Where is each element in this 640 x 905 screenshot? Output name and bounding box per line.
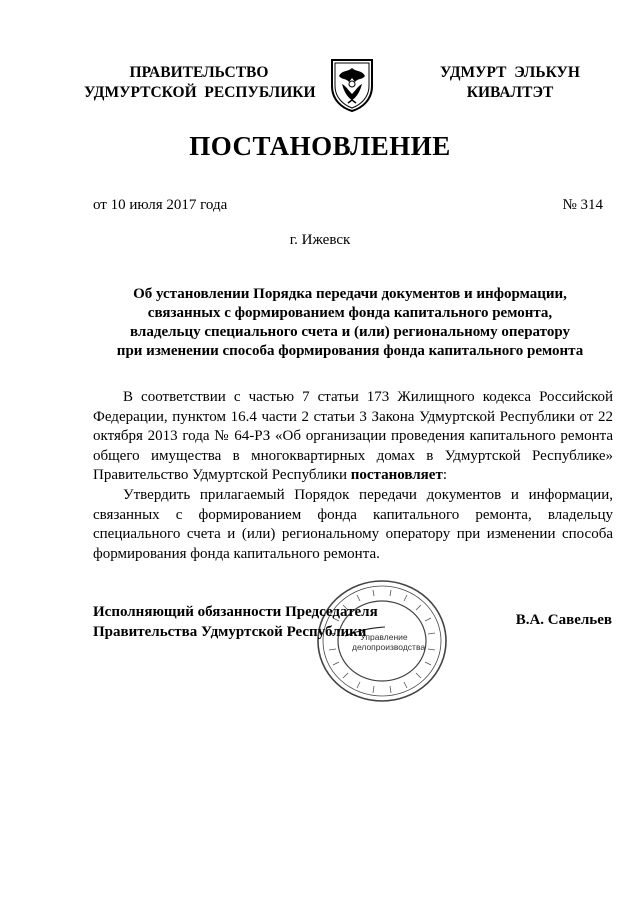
subject-line4: при изменении способа формирования фонда капитального ремонта: [116, 343, 584, 359]
stamp-inner-line1: Управление: [360, 632, 408, 642]
signatory-position-line1: Исполняющий обязанности Председателя: [93, 604, 378, 620]
body-paragraph-2: Утвердить прилагаемый Порядок передачи документов и информации, связанных с формированием фонда капитального ремонта, владельцу специального счета и (или) региональному оператору при изменении способа формирования фонда капитального ремонта.: [93, 486, 613, 562]
subject-line2: связанных с формированием фонда капитального ремонта,: [147, 305, 553, 321]
document-city: г. Ижевск: [289, 232, 351, 248]
document-date: от 10 июля 2017 года: [93, 197, 228, 213]
coat-of-arms-icon: [328, 56, 376, 112]
subject-line3: владельцу специального счета и (или) региональному оператору: [130, 324, 570, 340]
document-subject: [100, 285, 600, 361]
document-type-title: ПОСТАНОВЛЕНИЕ: [189, 131, 451, 161]
signatory-position-line2: Правительства Удмуртской Республики: [93, 624, 367, 640]
header-right: [420, 63, 600, 103]
document-body: [93, 388, 613, 564]
header-left-line2: УДМУРТСКОЙ РЕСПУБЛИКИ: [84, 84, 316, 101]
header-left: [84, 63, 314, 103]
document-number: № 314: [562, 197, 603, 213]
signatory-name: В.А. Савельев: [515, 612, 612, 628]
signatory-position: [93, 602, 378, 642]
paragraph-1-text: В соответствии с частью 7 статьи 173 Жилищного кодекса Российской Федерации, пунктом 16.4 части 2 статьи 3 Закона Удмуртской Республики от 22 октября 2013 года № 64-РЗ «Об организации проведения капитального ремонта общего имущества в многоквартирных домах в Удмуртской Республике» Правительство Удмуртской Республики: [93, 389, 613, 484]
subject-line1: Об установлении Порядка передачи документов и информации,: [133, 286, 567, 302]
stamp-inner-line2: делопроизводства: [352, 642, 426, 652]
paragraph-1-colon: :: [442, 467, 447, 484]
header-left-line1: ПРАВИТЕЛЬСТВО: [129, 64, 269, 81]
header-right-line2: КИВАЛТЭТ: [466, 84, 554, 101]
header-right-line1: УДМУРТ ЭЛЬКУН: [440, 64, 580, 81]
body-paragraph-1: [93, 388, 613, 486]
decree-verb: постановляет: [350, 467, 443, 484]
